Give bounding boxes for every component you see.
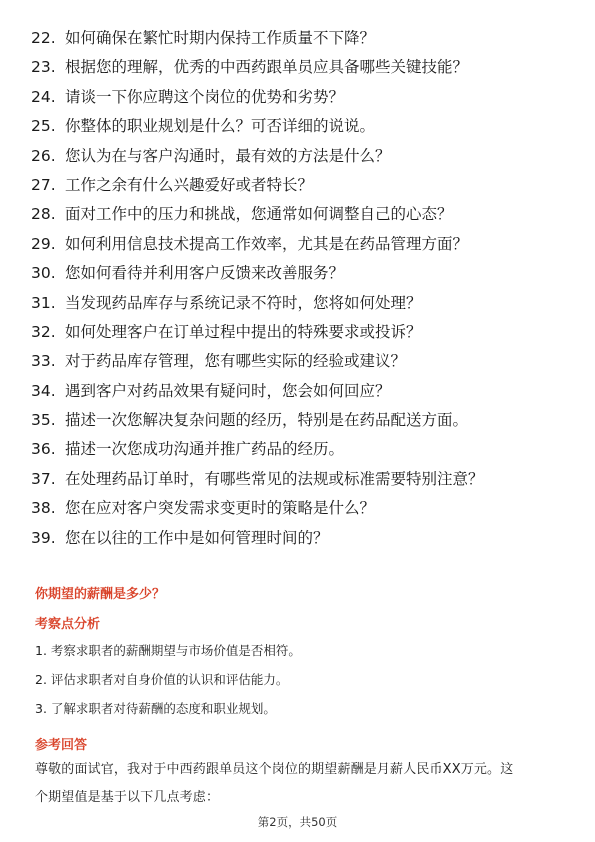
question-item-25 <box>31 112 484 141</box>
question-item-23 <box>31 53 484 82</box>
question-text: 您在应对客户突发需求变更时的策略是什么？ <box>65 499 376 518</box>
question-number: 23. <box>31 58 56 77</box>
question-number: 25. <box>31 117 56 136</box>
reference-answer-paragraph <box>35 756 575 812</box>
question-item-36 <box>31 435 484 464</box>
question-text: 您如何看待并利用客户反馈来改善服务？ <box>65 264 345 283</box>
question-item-26 <box>31 142 484 171</box>
question-item-38 <box>31 494 484 523</box>
question-item-24 <box>31 83 484 112</box>
analysis-point: 3. 了解求职者对待薪酬的态度和职业规划。 <box>35 701 276 716</box>
question-number: 35. <box>31 411 56 430</box>
question-item-29 <box>31 230 484 259</box>
question-text: 请谈一下你应聘这个岗位的优势和劣势？ <box>65 87 345 106</box>
page-footer: 第2页，共50页 <box>257 815 338 829</box>
question-number: 28. <box>31 205 56 224</box>
question-number: 32. <box>31 322 56 341</box>
reference-answer-heading: 参考回答 <box>35 738 88 753</box>
question-text: 如何处理客户在订单过程中提出的特殊要求或投诉？ <box>65 322 422 341</box>
question-text: 工作之余有什么兴趣爱好或者特长？ <box>65 175 314 194</box>
question-text: 如何确保在繁忙时期内保持工作质量不下降？ <box>65 29 376 47</box>
question-number: 26. <box>31 146 56 165</box>
question-number: 38. <box>31 499 56 518</box>
answer-line: 个期望值是基于以下几点考虑： <box>35 790 220 805</box>
question-number: 37. <box>31 469 56 488</box>
question-item-30 <box>31 259 484 288</box>
question-text: 遇到客户对药品效果有疑问时，您会如何回应？ <box>65 381 391 400</box>
question-number: 34. <box>31 381 56 400</box>
salary-question-heading: 你期望的薪酬是多少？ <box>35 587 166 602</box>
question-list <box>31 24 484 553</box>
question-number: 36. <box>31 440 56 459</box>
question-item-37 <box>31 465 484 494</box>
question-item-27 <box>31 171 484 200</box>
question-text: 描述一次您成功沟通并推广药品的经历。 <box>65 440 345 459</box>
question-number: 31. <box>31 293 56 312</box>
question-item-34 <box>31 377 484 406</box>
question-text: 在处理药品订单时，有哪些常见的法规或标准需要特别注意？ <box>65 469 484 488</box>
question-number: 22. <box>31 29 56 47</box>
question-text: 当发现药品库存与系统记录不符时，您将如何处理？ <box>65 293 422 312</box>
analysis-point: 1. 考察求职者的薪酬期望与市场价值是否相符。 <box>35 643 301 658</box>
question-number: 29. <box>31 234 56 253</box>
question-text: 根据您的理解，优秀的中西药跟单员应具备哪些关键技能？ <box>65 58 469 77</box>
question-item-31 <box>31 289 484 318</box>
question-text: 描述一次您解决复杂问题的经历，特别是在药品配送方面。 <box>65 411 469 430</box>
question-number: 39. <box>31 528 56 547</box>
question-number: 30. <box>31 264 56 283</box>
question-text: 如何利用信息技术提高工作效率，尤其是在药品管理方面？ <box>65 234 469 253</box>
question-text: 面对工作中的压力和挑战，您通常如何调整自己的心态？ <box>65 205 453 224</box>
question-item-32 <box>31 318 484 347</box>
question-text: 你整体的职业规划是什么？可否详细的说说。 <box>65 117 376 136</box>
question-item-33 <box>31 347 484 376</box>
answer-line: 尊敬的面试官，我对于中西药跟单员这个岗位的期望薪酬是月薪人民币XX万元。这 <box>35 762 514 777</box>
question-number: 27. <box>31 175 56 194</box>
analysis-point: 2. 评估求职者对自身价值的认识和评估能力。 <box>35 672 289 687</box>
question-text: 您在以往的工作中是如何管理时间的？ <box>65 528 329 547</box>
question-text: 对于药品库存管理，您有哪些实际的经验或建议？ <box>65 352 407 371</box>
analysis-heading: 考察点分析 <box>35 617 101 632</box>
question-item-28 <box>31 200 484 229</box>
analysis-point-list <box>35 636 301 723</box>
question-item-22 <box>31 24 484 53</box>
question-item-35 <box>31 406 484 435</box>
question-item-39 <box>31 524 484 553</box>
question-number: 33. <box>31 352 56 371</box>
question-number: 24. <box>31 87 56 106</box>
question-text: 您认为在与客户沟通时，最有效的方法是什么？ <box>65 146 391 165</box>
